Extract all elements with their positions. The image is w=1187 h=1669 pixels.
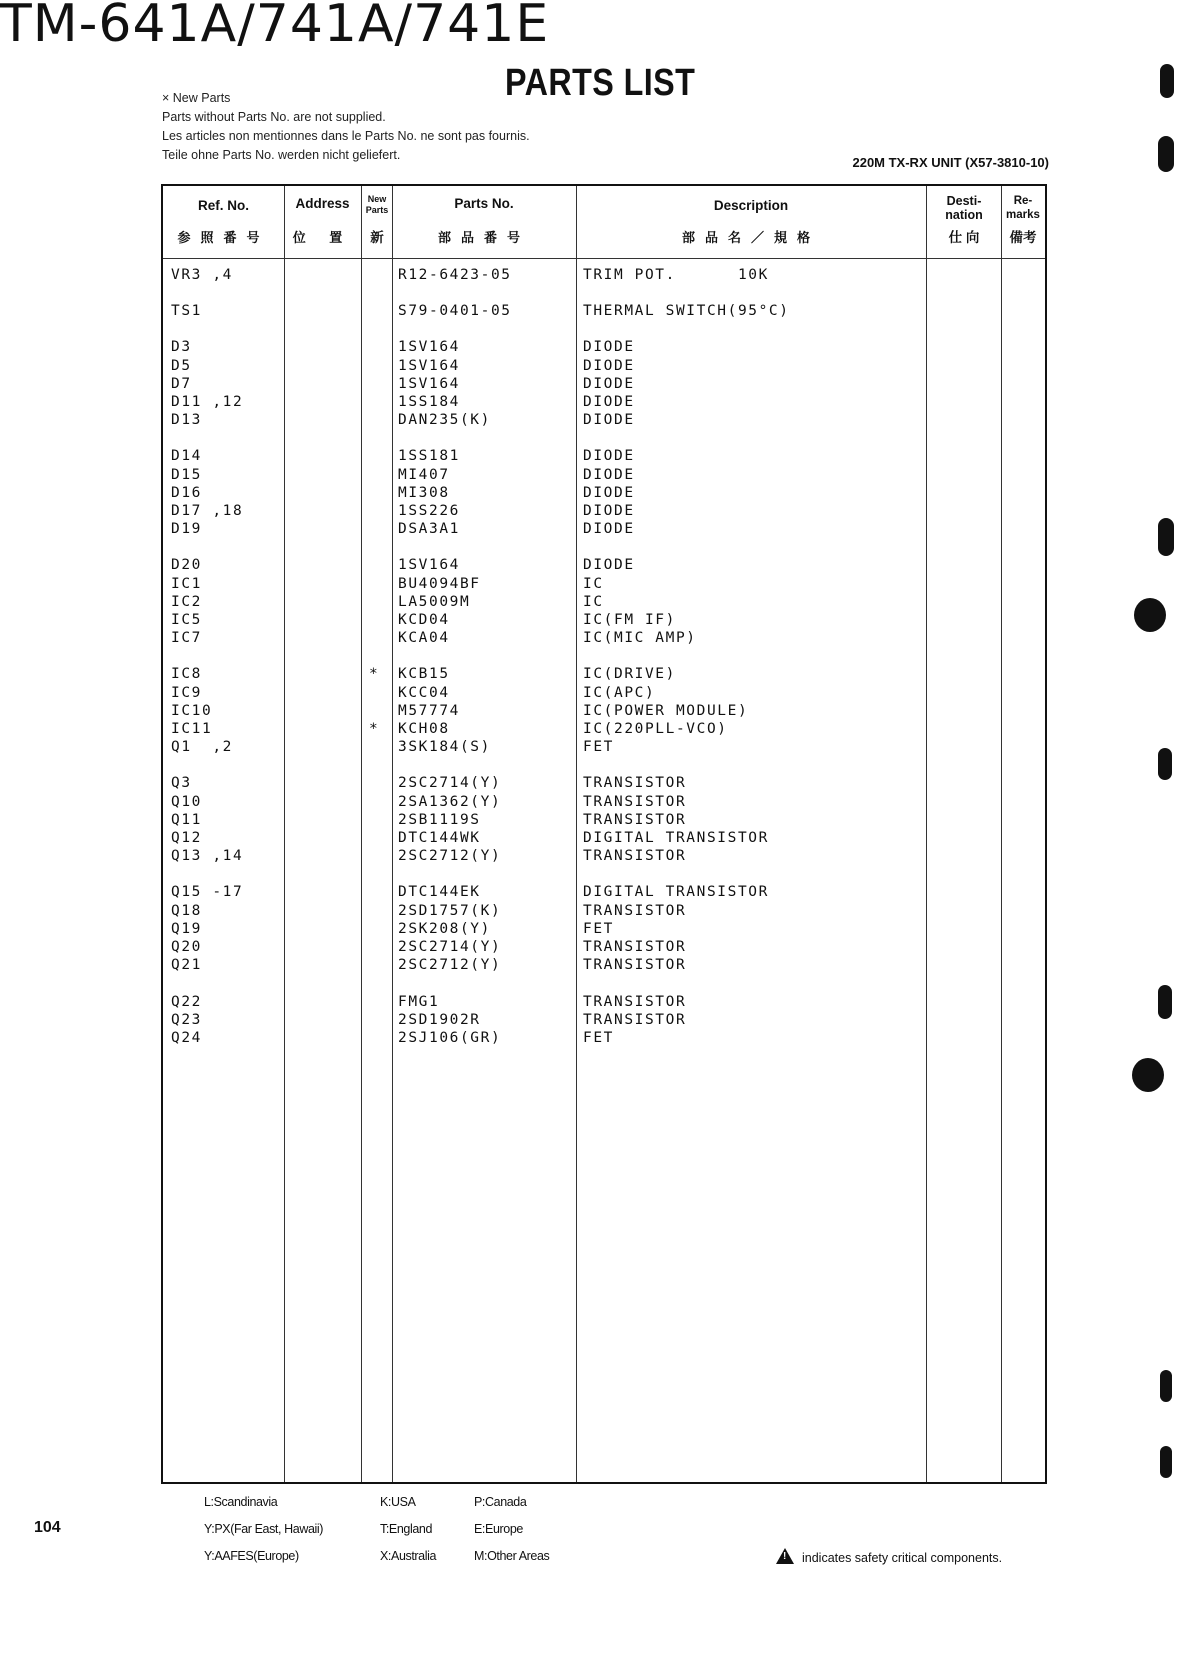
new-part-mark (369, 1011, 379, 1029)
binder-hole-icon (1158, 748, 1172, 780)
new-part-mark (369, 575, 379, 593)
part-number-cell: 2SC2712(Y) (398, 848, 502, 865)
description-cell: FET (583, 739, 614, 756)
new-parts-column (369, 266, 379, 1065)
new-part-mark (369, 684, 379, 702)
ref-cell: IC10 (171, 702, 213, 719)
binder-hole-icon (1158, 518, 1174, 556)
header-ref-jp: 参照番号 (177, 230, 270, 245)
row-group (398, 302, 512, 320)
row-group (583, 556, 790, 647)
header-ref: Ref. No. (197, 198, 249, 213)
description-cell: IC(APC) (583, 684, 656, 701)
header-destination: Desti-nation (945, 194, 983, 222)
part-number-cell: 1SV164 (398, 375, 460, 392)
row-group (171, 883, 243, 974)
description-cell: DIODE (583, 394, 635, 411)
column-divider (284, 186, 285, 1482)
binder-hole-icon (1160, 1370, 1172, 1402)
ref-cell: D5 (171, 357, 192, 374)
part-number-cell: 1SS184 (398, 394, 460, 411)
ref-cell: D7 (171, 375, 192, 392)
column-divider (576, 186, 577, 1482)
ref-cell: IC11 (171, 721, 213, 738)
part-number-cell: 2SA1362(Y) (398, 793, 502, 810)
ref-cell: D20 (171, 557, 202, 574)
part-number-cell: 1SV164 (398, 339, 460, 356)
ref-cell: Q3 (171, 775, 192, 792)
row-group (171, 556, 243, 647)
legend-col-2 (380, 1489, 436, 1570)
header-divider (163, 258, 1045, 259)
ref-cell: IC1 (171, 575, 202, 592)
ref-cell: Q12 (171, 830, 202, 847)
header-new: New Parts (365, 194, 389, 215)
part-number-cell: KCD04 (398, 612, 450, 629)
row-group (398, 883, 512, 974)
ref-cell: D14 (171, 448, 202, 465)
description-cell: FET (583, 920, 614, 937)
ref-cell: D17 ,18 (171, 503, 244, 520)
safety-note (776, 1548, 1002, 1565)
row-group (398, 338, 512, 429)
new-part-mark (369, 520, 379, 538)
new-part-mark: * (369, 666, 380, 683)
description-cell: IC(DRIVE) (583, 666, 676, 683)
description-cell: TRANSISTOR (583, 848, 687, 865)
description-cell: DIODE (583, 557, 635, 574)
description-cell: TRANSISTOR (583, 939, 687, 956)
description-cell: DIGITAL TRANSISTOR (583, 884, 769, 901)
page-number: 104 (34, 1519, 61, 1536)
row-group (171, 447, 243, 538)
description-cell: TRIM POT. 10K (583, 267, 769, 283)
new-part-mark (369, 411, 379, 429)
row-group (583, 266, 790, 284)
part-number-cell: 2SB1119S (398, 811, 481, 828)
row-group (369, 883, 379, 974)
column-divider (1001, 186, 1002, 1482)
new-part-mark (369, 1029, 379, 1047)
ref-cell: D19 (171, 521, 202, 538)
legend-item: K:USA (380, 1495, 416, 1509)
part-number-cell: MI407 (398, 466, 450, 483)
new-part-mark (369, 629, 379, 647)
new-part-mark (369, 593, 379, 611)
ref-cell: TS1 (171, 303, 202, 320)
part-number-cell: 1SS226 (398, 503, 460, 520)
legend-col-1 (204, 1489, 323, 1570)
new-part-mark (369, 920, 379, 938)
new-part-mark (369, 829, 379, 847)
row-group (583, 447, 790, 538)
ref-cell: Q15 -17 (171, 884, 244, 901)
row-group (171, 993, 243, 1048)
new-part-mark (369, 302, 379, 320)
ref-cell: Q22 (171, 993, 202, 1010)
part-number-cell: BU4094BF (398, 575, 481, 592)
part-number-cell: DSA3A1 (398, 521, 460, 538)
part-number-cell: 2SJ106(GR) (398, 1029, 502, 1046)
new-part-mark (369, 938, 379, 956)
row-group (171, 774, 243, 865)
ref-cell: Q20 (171, 939, 202, 956)
description-cell: THERMAL SWITCH(95°C) (583, 303, 790, 320)
row-group (369, 665, 379, 756)
description-cell: DIODE (583, 466, 635, 483)
description-cell: IC (583, 575, 604, 592)
row-group (583, 302, 790, 320)
new-part-mark (369, 357, 379, 375)
legend-item: M:Other Areas (474, 1549, 550, 1563)
new-part-mark (369, 702, 379, 720)
new-part-mark (369, 993, 379, 1011)
description-cell: TRANSISTOR (583, 775, 687, 792)
row-group (398, 447, 512, 538)
new-part-mark (369, 375, 379, 393)
safety-note-text: indicates safety critical components. (802, 1551, 1003, 1565)
description-cell: DIODE (583, 412, 635, 429)
row-group (369, 993, 379, 1048)
description-cell: TRANSISTOR (583, 1011, 687, 1028)
legend-item: L:Scandinavia (204, 1495, 278, 1509)
ref-cell: IC9 (171, 684, 202, 701)
new-part-mark (369, 556, 379, 574)
header-remarks-jp: 備考 (1009, 230, 1037, 245)
new-part-mark (369, 338, 379, 356)
ref-cell: Q18 (171, 902, 202, 919)
parts-notes (162, 89, 530, 165)
row-group (583, 883, 790, 974)
part-number-cell: 1SV164 (398, 557, 460, 574)
row-group (171, 665, 243, 756)
new-part-mark (369, 847, 379, 865)
ref-cell: Q21 (171, 957, 202, 974)
new-part-mark (369, 266, 379, 284)
row-group (398, 665, 512, 756)
legend-item: P:Canada (474, 1495, 527, 1509)
ref-cell: D15 (171, 466, 202, 483)
column-divider (392, 186, 393, 1482)
part-number-cell: S79-0401-05 (398, 303, 512, 320)
row-group (583, 665, 790, 756)
parts-table (161, 184, 1047, 1484)
description-column (583, 266, 790, 1065)
ref-cell: Q23 (171, 1011, 202, 1028)
description-cell: DIGITAL TRANSISTOR (583, 830, 769, 847)
part-number-cell: 1SS181 (398, 448, 460, 465)
header-parts-jp: 部品番号 (437, 230, 530, 245)
row-group (369, 338, 379, 429)
part-number-cell: MI308 (398, 484, 450, 501)
row-group (583, 774, 790, 865)
new-part-mark (369, 611, 379, 629)
new-part-mark (369, 466, 379, 484)
ref-cell: Q1 ,2 (171, 739, 233, 756)
description-cell: DIODE (583, 375, 635, 392)
part-number-cell: R12-6423-05 (398, 267, 512, 283)
ref-cell: IC5 (171, 612, 202, 629)
column-divider (926, 186, 927, 1482)
description-cell: TRANSISTOR (583, 957, 687, 974)
part-number-cell: KCC04 (398, 684, 450, 701)
row-group (171, 266, 243, 284)
ref-cell: D16 (171, 484, 202, 501)
new-part-mark (369, 502, 379, 520)
new-part-mark (369, 738, 379, 756)
header-address: Address (295, 196, 350, 211)
note-en: Parts without Parts No. are not supplied. (162, 110, 386, 124)
description-cell: FET (583, 1029, 614, 1046)
header-description-jp: 部品名／規格 (681, 230, 820, 245)
part-number-cell: 2SD1902R (398, 1011, 481, 1028)
part-number-cell: M57774 (398, 702, 460, 719)
legend-item: T:England (380, 1522, 432, 1536)
legend-item: E:Europe (474, 1522, 523, 1536)
ref-column (171, 266, 243, 1065)
part-number-cell: KCA04 (398, 630, 450, 647)
header-destination-jp: 仕 向 (948, 230, 980, 245)
ref-cell: Q10 (171, 793, 202, 810)
ref-cell: VR3 ,4 (171, 267, 233, 283)
part-number-cell: DTC144EK (398, 884, 481, 901)
description-cell: IC (583, 593, 604, 610)
header-new-jp: 新 (370, 230, 384, 245)
row-group (171, 338, 243, 429)
note-fr: Les articles non mentionnes dans le Parts No. ne sont pas fournis. (162, 129, 530, 143)
ref-cell: D13 (171, 412, 202, 429)
ref-cell: Q19 (171, 920, 202, 937)
row-group (369, 447, 379, 538)
part-number-cell: 2SK208(Y) (398, 920, 491, 937)
ref-cell: D3 (171, 339, 192, 356)
part-number-cell: KCH08 (398, 721, 450, 738)
part-number-cell: KCB15 (398, 666, 450, 683)
description-cell: DIODE (583, 339, 635, 356)
part-number-cell: DTC144WK (398, 830, 481, 847)
row-group (398, 774, 512, 865)
header-description: Description (713, 198, 789, 213)
page-title: PARTS LIST (505, 62, 696, 104)
row-group (398, 993, 512, 1048)
row-group (369, 302, 379, 320)
description-cell: IC(MIC AMP) (583, 630, 697, 647)
part-number-cell: FMG1 (398, 993, 440, 1010)
description-cell: DIODE (583, 484, 635, 501)
note-new-parts: × New Parts (162, 91, 231, 105)
row-group (583, 338, 790, 429)
note-de: Teile ohne Parts No. werden nicht geliefert. (162, 148, 401, 162)
description-cell: TRANSISTOR (583, 993, 687, 1010)
description-cell: DIODE (583, 521, 635, 538)
new-part-mark (369, 774, 379, 792)
header-parts: Parts No. (454, 196, 514, 211)
part-number-cell: 2SC2714(Y) (398, 939, 502, 956)
new-part-mark (369, 393, 379, 411)
column-divider (361, 186, 362, 1482)
binder-hole-icon (1134, 598, 1166, 632)
new-part-mark (369, 484, 379, 502)
ref-cell: IC2 (171, 593, 202, 610)
ref-cell: Q24 (171, 1029, 202, 1046)
row-group (398, 266, 512, 284)
description-cell: TRANSISTOR (583, 902, 687, 919)
part-number-cell: DAN235(K) (398, 412, 491, 429)
part-number-cell: LA5009M (398, 593, 471, 610)
part-number-cell: 2SC2714(Y) (398, 775, 502, 792)
new-part-mark (369, 883, 379, 901)
part-number-cell: 2SD1757(K) (398, 902, 502, 919)
description-cell: TRANSISTOR (583, 811, 687, 828)
header-address-jp: 位 置 (292, 230, 353, 245)
unit-name: 220M TX-RX UNIT (X57-3810-10) (852, 155, 1049, 170)
ref-cell: Q11 (171, 811, 202, 828)
description-cell: IC(FM IF) (583, 612, 676, 629)
parts-column (398, 266, 512, 1065)
ref-cell: Q13 ,14 (171, 848, 244, 865)
new-part-mark: * (369, 721, 380, 738)
ref-cell: IC7 (171, 630, 202, 647)
warning-triangle-icon (776, 1548, 794, 1564)
description-cell: IC(220PLL-VCO) (583, 721, 728, 738)
description-cell: TRANSISTOR (583, 793, 687, 810)
description-cell: DIODE (583, 448, 635, 465)
description-cell: IC(POWER MODULE) (583, 702, 749, 719)
row-group (171, 302, 243, 320)
ref-cell: IC8 (171, 666, 202, 683)
legend-item: X:Australia (380, 1549, 437, 1563)
legend-item: Y:AAFES(Europe) (204, 1549, 299, 1563)
row-group (369, 774, 379, 865)
new-part-mark (369, 956, 379, 974)
legend-col-3 (474, 1489, 549, 1570)
new-part-mark (369, 902, 379, 920)
part-number-cell: 1SV164 (398, 357, 460, 374)
binder-hole-icon (1160, 1446, 1172, 1478)
binder-hole-icon (1132, 1058, 1164, 1092)
description-cell: DIODE (583, 357, 635, 374)
part-number-cell: 2SC2712(Y) (398, 957, 502, 974)
description-cell: DIODE (583, 503, 635, 520)
row-group (398, 556, 512, 647)
binder-hole-icon (1160, 64, 1174, 98)
row-group (369, 556, 379, 647)
binder-hole-icon (1158, 985, 1172, 1019)
new-part-mark (369, 811, 379, 829)
legend-item: Y:PX(Far East, Hawaii) (204, 1522, 324, 1536)
new-part-mark (369, 447, 379, 465)
ref-cell: D11 ,12 (171, 394, 244, 411)
row-group (583, 993, 790, 1048)
new-part-mark (369, 793, 379, 811)
part-number-cell: 3SK184(S) (398, 739, 491, 756)
binder-hole-icon (1158, 136, 1174, 172)
row-group (369, 266, 379, 284)
model-title: TM-641A/741A/741E (0, 0, 550, 54)
header-remarks: Re-marks (1006, 195, 1040, 221)
